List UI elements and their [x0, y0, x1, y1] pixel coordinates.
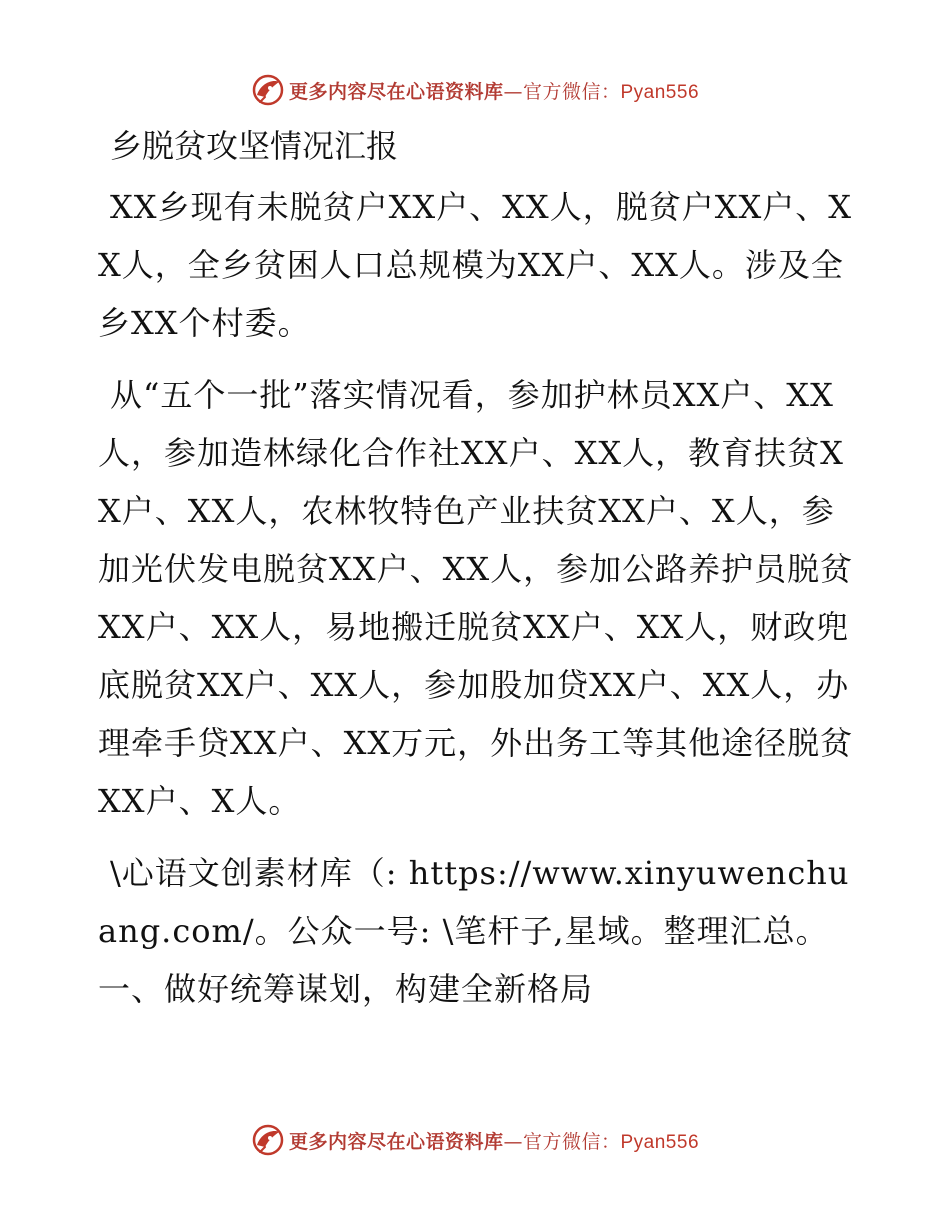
footer-watermark	[0, 1120, 950, 1160]
watermark-wechat-id: Pyan556	[620, 1131, 700, 1153]
watermark-text	[289, 77, 699, 104]
pen-nib-logo-icon	[251, 73, 285, 107]
document-title: 乡脱贫攻坚情况汇报	[110, 127, 399, 165]
paragraph-1: XX乡现有未脱贫户XX户、XX人，脱贫户XX户、XX人，全乡贫困人口总规模为XX户、XX人。涉及全乡XX个村委。	[98, 188, 853, 342]
watermark-main-text: 更多内容尽在心语资料库	[288, 1130, 504, 1153]
watermark-separator: —	[503, 80, 523, 103]
header-watermark	[0, 70, 950, 110]
document-body	[98, 122, 858, 1032]
watermark-wechat-id: Pyan556	[620, 81, 700, 103]
watermark-group	[251, 73, 699, 107]
watermark-main-text: 更多内容尽在心语资料库	[288, 80, 504, 103]
paragraph-2: 从“五个一批”落实情况看，参加护林员XX户、XX人，参加造林绿化合作社XX户、XX人，教育扶贫XX户、XX人，农林牧特色产业扶贫XX户、X人，参加光伏发电脱贫XX户、XX人，参加公路养护员脱贫XX户、XX人，易地搬迁脱贫XX户、XX人，财政兜底脱贫XX户、XX人，参加股加贷XX户、XX人，办理牵手贷XX户、XX万元，外出务工等其他途径脱贫XX户、X人。	[98, 376, 854, 820]
paragraph-3: \心语文创素材库（: https://www.xinyuwenchuang.com/。公众一号: \笔杆子,星域。整理汇总。一、做好统筹谋划，构建全新格局	[98, 854, 850, 1008]
watermark-text	[289, 1127, 699, 1154]
pen-nib-logo-icon	[251, 1123, 285, 1157]
watermark-group	[251, 1123, 699, 1157]
watermark-wechat-label: 官方微信：	[522, 80, 621, 103]
watermark-separator: —	[503, 1130, 523, 1153]
watermark-wechat-label: 官方微信：	[522, 1130, 621, 1153]
